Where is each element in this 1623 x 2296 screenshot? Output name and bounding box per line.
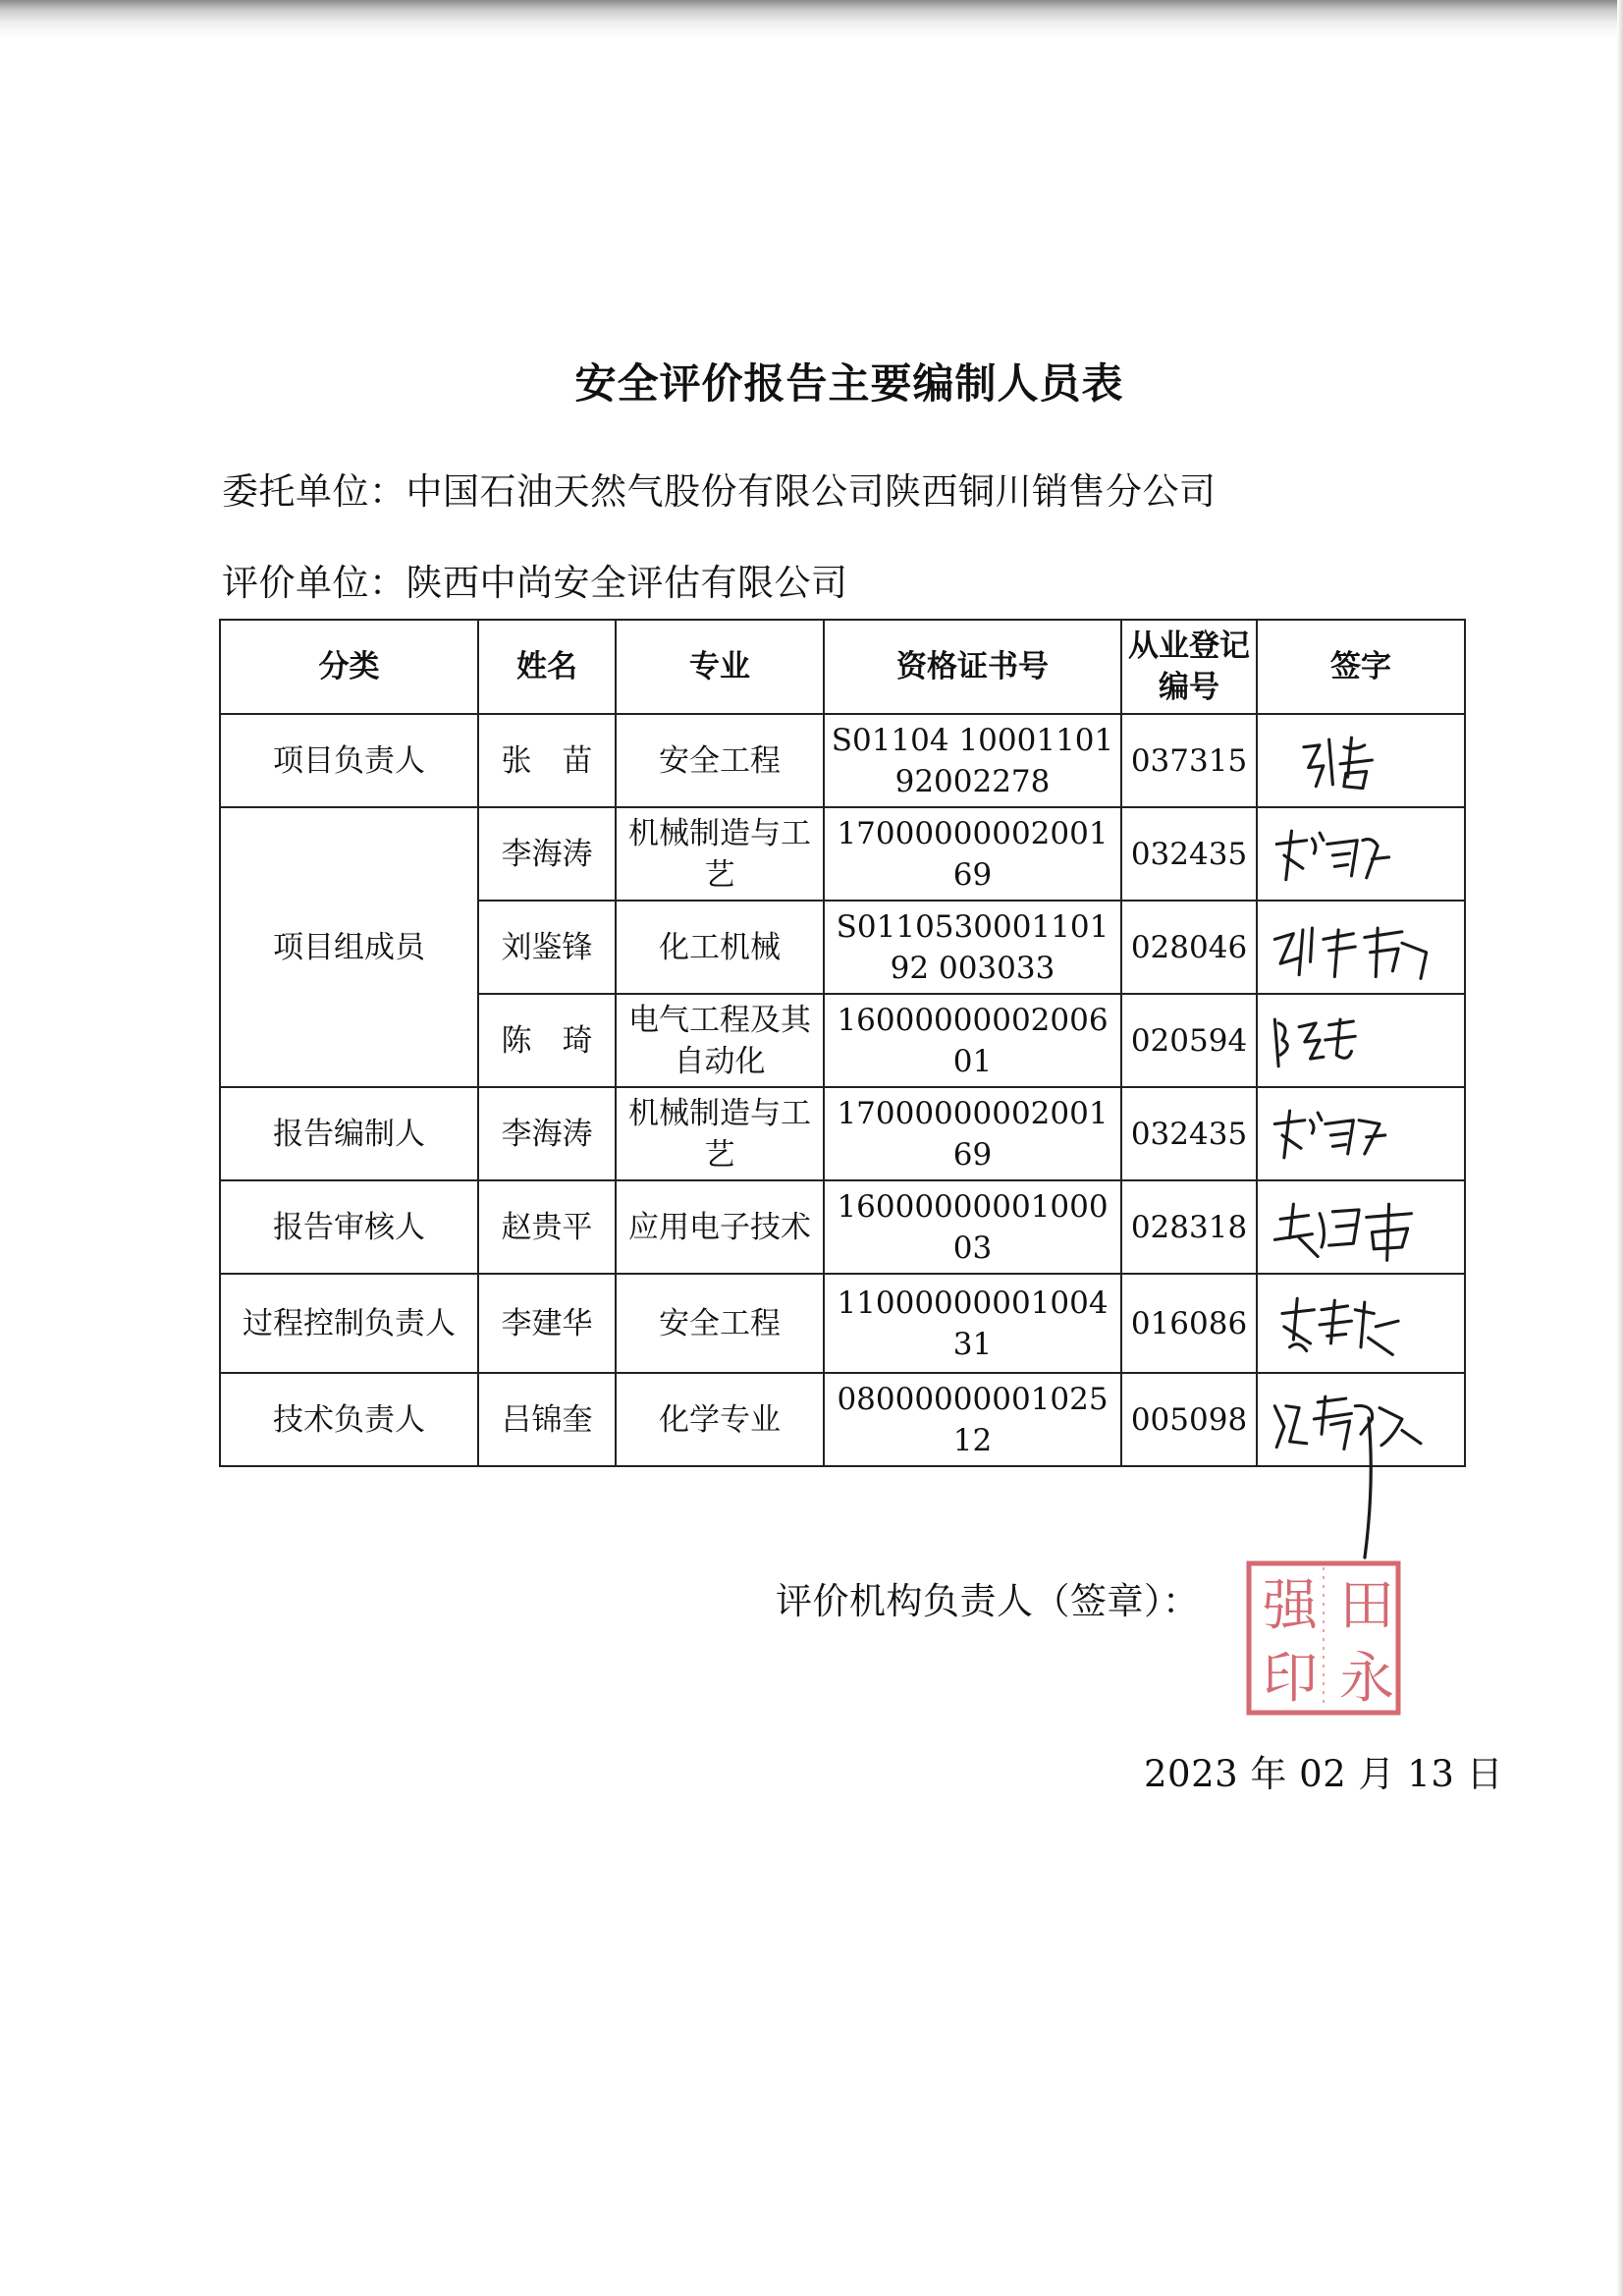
scan-shadow [0, 0, 1623, 37]
header-sign: 签字 [1257, 620, 1465, 714]
table-row [220, 1180, 1465, 1274]
handwritten-signature [1262, 1183, 1460, 1272]
header-category: 分类 [220, 620, 478, 714]
signature-cell [1257, 1180, 1465, 1274]
reg-cell: 032435 [1121, 807, 1257, 901]
name-cell: 刘鉴锋 [478, 901, 616, 994]
client-line: 委托单位：中国石油天然气股份有限公司陕西铜川销售分公司 [222, 470, 1217, 513]
document-title: 安全评价报告主要编制人员表 [574, 359, 1124, 408]
name-cell: 赵贵平 [478, 1180, 616, 1274]
header-major: 专业 [616, 620, 824, 714]
reg-cell: 028318 [1121, 1180, 1257, 1274]
major-cell: 化学专业 [616, 1373, 824, 1466]
cert-cell: 1600000000200601 [824, 994, 1121, 1087]
name-cell: 张 苗 [478, 714, 616, 807]
category-cell: 项目组成员 [220, 807, 478, 1087]
table-row [220, 714, 1465, 807]
cert-cell: 1600000000100003 [824, 1180, 1121, 1274]
table-row [220, 1087, 1465, 1180]
category-cell: 项目负责人 [220, 714, 478, 807]
reg-cell: 020594 [1121, 994, 1257, 1087]
major-cell: 电气工程及其自动化 [616, 994, 824, 1087]
handwritten-signature [1262, 717, 1460, 805]
name-cell: 李建华 [478, 1274, 616, 1373]
major-cell: 化工机械 [616, 901, 824, 994]
svg-text:田: 田 [1339, 1574, 1394, 1638]
cert-cell: S01104 1000110192002278 [824, 714, 1121, 807]
major-cell: 安全工程 [616, 714, 824, 807]
cert-cell: 1100000000100431 [824, 1274, 1121, 1373]
scan-edge-right [1617, 0, 1623, 2296]
svg-text:强: 强 [1263, 1574, 1318, 1638]
evaluator-line: 评价单位：陕西中尚安全评估有限公司 [222, 562, 848, 604]
cert-cell: 0800000000102512 [824, 1373, 1121, 1466]
signature-cell [1257, 714, 1465, 807]
reg-cell: 016086 [1121, 1274, 1257, 1373]
header-cert: 资格证书号 [824, 620, 1121, 714]
reg-cell: 037315 [1121, 714, 1257, 807]
major-cell: 安全工程 [616, 1274, 824, 1373]
staff-table [219, 619, 1466, 1467]
cert-cell: 1700000000200169 [824, 1087, 1121, 1180]
signature-cell [1257, 1087, 1465, 1180]
cert-cell: S011053000110192 003033 [824, 901, 1121, 994]
signature-cell [1257, 994, 1465, 1087]
handwritten-signature [1262, 1090, 1460, 1178]
category-cell: 技术负责人 [220, 1373, 478, 1466]
major-cell: 机械制造与工艺 [616, 807, 824, 901]
table-header-row [220, 620, 1465, 714]
table-row [220, 1274, 1465, 1373]
name-cell: 吕锦奎 [478, 1373, 616, 1466]
major-cell: 机械制造与工艺 [616, 1087, 824, 1180]
name-cell: 李海涛 [478, 807, 616, 901]
reg-cell: 032435 [1121, 1087, 1257, 1180]
date: 2023 年 02 月 13 日 [1144, 1753, 1504, 1795]
category-cell: 报告编制人 [220, 1087, 478, 1180]
category-cell: 过程控制负责人 [220, 1274, 478, 1373]
handwritten-signature [1262, 810, 1460, 899]
signature-tail-stroke [1345, 1414, 1404, 1561]
svg-text:印: 印 [1263, 1647, 1318, 1711]
signature-cell [1257, 807, 1465, 901]
signature-label: 评价机构负责人（签章）： [776, 1580, 1200, 1622]
handwritten-signature [1262, 997, 1460, 1085]
signature-cell [1257, 1274, 1465, 1373]
category-cell: 报告审核人 [220, 1180, 478, 1274]
header-reg: 从业登记编号 [1121, 620, 1257, 714]
major-cell: 应用电子技术 [616, 1180, 824, 1274]
red-seal-stamp [1245, 1559, 1402, 1717]
signature-cell [1257, 901, 1465, 994]
svg-text:永: 永 [1339, 1647, 1394, 1711]
name-cell: 陈 琦 [478, 994, 616, 1087]
reg-cell: 005098 [1121, 1373, 1257, 1466]
cert-cell: 1700000000200169 [824, 807, 1121, 901]
header-name: 姓名 [478, 620, 616, 714]
name-cell: 李海涛 [478, 1087, 616, 1180]
reg-cell: 028046 [1121, 901, 1257, 994]
handwritten-signature [1262, 903, 1460, 992]
table-row [220, 807, 1465, 901]
table-row [220, 1373, 1465, 1466]
handwritten-signature [1262, 1280, 1460, 1368]
